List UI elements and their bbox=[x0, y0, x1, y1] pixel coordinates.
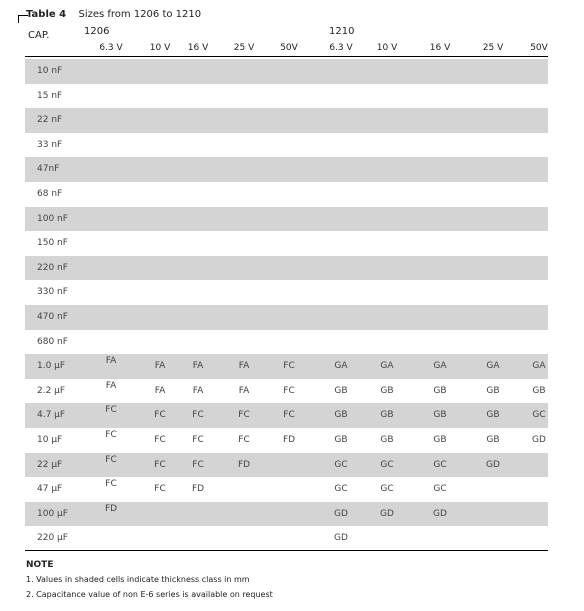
table-label: Table 4 bbox=[26, 9, 67, 20]
thickness-class-cell: GB bbox=[486, 434, 500, 445]
thickness-class-cell: FC bbox=[154, 434, 166, 445]
thickness-class-cell: FD bbox=[282, 434, 296, 445]
thickness-class-cell: GB bbox=[380, 434, 394, 445]
capacitance-value: 220 nF bbox=[37, 262, 68, 273]
thickness-class-cell: FA bbox=[192, 385, 204, 396]
thickness-class-cell: FD bbox=[237, 459, 251, 470]
table-row bbox=[25, 403, 548, 428]
thickness-class-cell: FC bbox=[283, 385, 295, 396]
thickness-class-cell: FC bbox=[154, 459, 166, 470]
table-row bbox=[25, 477, 548, 502]
capacitance-value: 1.0 µF bbox=[37, 361, 66, 372]
table-row bbox=[25, 231, 548, 256]
thickness-class-cell: FC bbox=[105, 429, 117, 440]
thickness-class-cell: GD bbox=[334, 508, 348, 519]
thickness-class-cell: FA bbox=[192, 361, 204, 372]
table-bracket-side bbox=[18, 15, 19, 23]
table-body bbox=[25, 59, 548, 551]
capacitance-value: 100 µF bbox=[37, 508, 68, 519]
thickness-class-cell: FC bbox=[192, 459, 204, 470]
thickness-class-cell: GB bbox=[486, 385, 500, 396]
thickness-class-cell: FC bbox=[283, 410, 295, 421]
thickness-class-cell: FA bbox=[105, 380, 117, 391]
voltage-header: 50V bbox=[280, 43, 298, 53]
voltage-header: 50V bbox=[530, 43, 548, 53]
thickness-class-cell: GA bbox=[334, 361, 348, 372]
thickness-class-cell: GC bbox=[532, 410, 546, 421]
thickness-class-cell: FC bbox=[105, 479, 117, 490]
capacitance-value: 680 nF bbox=[37, 336, 68, 347]
table-caption-text: Sizes from 1206 to 1210 bbox=[78, 9, 202, 20]
thickness-class-cell: GD bbox=[433, 508, 447, 519]
thickness-class-cell: GC bbox=[380, 484, 394, 495]
table-caption bbox=[26, 9, 201, 20]
capacitance-value: 220 µF bbox=[37, 533, 68, 544]
voltage-header: 16 V bbox=[187, 43, 209, 53]
capacitance-value: 10 nF bbox=[37, 66, 63, 76]
thickness-class-cell: GB bbox=[433, 410, 447, 421]
capacitance-value: 2.2 µF bbox=[37, 385, 66, 396]
table-row bbox=[25, 305, 548, 330]
thickness-class-cell: FC bbox=[238, 434, 250, 445]
thickness-class-cell: FC bbox=[192, 434, 204, 445]
voltage-header: 10 V bbox=[149, 43, 171, 53]
capacitance-value: 47 µF bbox=[37, 484, 63, 495]
thickness-class-cell: GB bbox=[433, 385, 447, 396]
note-item-1: 1. Values in shaded cells indicate thickness class in mm bbox=[26, 575, 250, 584]
thickness-class-cell: GB bbox=[433, 434, 447, 445]
table-row bbox=[25, 502, 548, 527]
capacitance-value: 47nF bbox=[37, 164, 60, 175]
note-item-2: 2. Capacitance value of non E-6 series is available on request bbox=[26, 590, 273, 599]
thickness-class-cell: GC bbox=[334, 459, 348, 470]
voltage-header: 25 V bbox=[482, 43, 504, 53]
thickness-class-cell: FC bbox=[238, 410, 250, 421]
thickness-class-cell: GB bbox=[380, 410, 394, 421]
thickness-class-cell: FA bbox=[105, 356, 117, 367]
voltage-header: 6.3 V bbox=[329, 43, 353, 53]
cap-column-header: CAP. bbox=[28, 30, 50, 41]
thickness-class-cell: GD bbox=[486, 459, 500, 470]
thickness-class-cell: GC bbox=[380, 459, 394, 470]
table-row bbox=[25, 354, 548, 379]
thickness-class-cell: GB bbox=[334, 385, 348, 396]
thickness-class-cell: GB bbox=[334, 434, 348, 445]
capacitance-value: 15 nF bbox=[37, 90, 63, 101]
thickness-class-cell: GA bbox=[486, 361, 500, 372]
capacitance-value: 68 nF bbox=[37, 188, 63, 199]
thickness-class-cell: GB bbox=[532, 385, 546, 396]
capacitance-value: 33 nF bbox=[37, 139, 63, 150]
capacitance-value: 100 nF bbox=[37, 213, 68, 224]
capacitance-value: 4.7 µF bbox=[37, 410, 66, 421]
group-header-1206: 1206 bbox=[84, 26, 110, 37]
voltage-header: 10 V bbox=[376, 43, 398, 53]
table-row bbox=[25, 453, 548, 478]
thickness-class-cell: GD bbox=[532, 434, 546, 445]
capacitance-value: 470 nF bbox=[37, 311, 68, 322]
voltage-header: 6.3 V bbox=[99, 43, 123, 53]
table-row bbox=[25, 182, 548, 207]
thickness-class-cell: GC bbox=[334, 484, 348, 495]
group-header-1210: 1210 bbox=[329, 26, 355, 37]
capacitance-value: 22 µF bbox=[37, 459, 63, 470]
table-row bbox=[25, 108, 548, 133]
table-row bbox=[25, 157, 548, 182]
thickness-class-cell: FC bbox=[154, 410, 166, 421]
table-row bbox=[25, 84, 548, 109]
thickness-class-cell: GC bbox=[433, 484, 447, 495]
thickness-class-cell: FC bbox=[105, 405, 117, 416]
voltage-header: 16 V bbox=[429, 43, 451, 53]
voltage-header: 25 V bbox=[233, 43, 255, 53]
thickness-class-cell: FA bbox=[154, 385, 166, 396]
table-row bbox=[25, 256, 548, 281]
thickness-class-cell: FC bbox=[105, 454, 117, 465]
note-title: NOTE bbox=[26, 560, 54, 570]
thickness-class-cell: FD bbox=[191, 484, 205, 495]
table-row bbox=[25, 428, 548, 453]
table-row bbox=[25, 379, 548, 404]
thickness-class-cell: GD bbox=[334, 533, 348, 544]
thickness-class-cell: FA bbox=[238, 361, 250, 372]
table-row bbox=[25, 59, 548, 84]
thickness-class-cell: FC bbox=[154, 484, 166, 495]
thickness-class-cell: GC bbox=[433, 459, 447, 470]
table-row bbox=[25, 207, 548, 232]
thickness-class-cell: GB bbox=[380, 385, 394, 396]
table-row bbox=[25, 526, 548, 551]
thickness-class-cell: GB bbox=[334, 410, 348, 421]
table-bottom-rule bbox=[25, 550, 548, 551]
thickness-class-cell: GD bbox=[380, 508, 394, 519]
thickness-class-cell: GA bbox=[380, 361, 394, 372]
thickness-class-cell: FC bbox=[192, 410, 204, 421]
capacitance-value: 330 nF bbox=[37, 287, 68, 298]
thickness-class-cell: FA bbox=[154, 361, 166, 372]
capacitance-value: 10 µF bbox=[37, 434, 63, 445]
table-row bbox=[25, 133, 548, 158]
capacitance-value: 22 nF bbox=[37, 115, 63, 126]
thickness-class-cell: GB bbox=[486, 410, 500, 421]
thickness-class-cell: FD bbox=[104, 503, 118, 514]
table-top-rule bbox=[25, 56, 548, 57]
thickness-class-cell: FC bbox=[283, 361, 295, 372]
table-row bbox=[25, 330, 548, 355]
thickness-class-cell: GA bbox=[532, 361, 546, 372]
table-row bbox=[25, 280, 548, 305]
thickness-class-cell: GA bbox=[433, 361, 447, 372]
thickness-class-cell: FA bbox=[238, 385, 250, 396]
capacitance-value: 150 nF bbox=[37, 238, 68, 249]
